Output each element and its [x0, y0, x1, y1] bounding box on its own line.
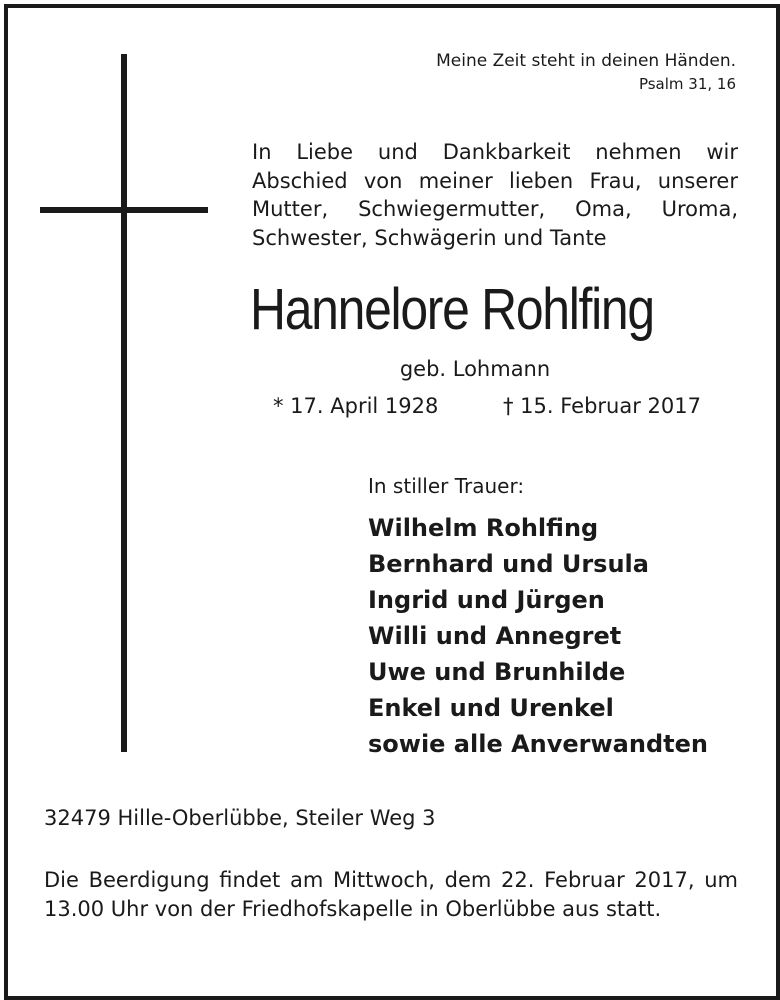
mourners-list [368, 510, 708, 762]
death-date: † 15. Februar 2017 [503, 394, 701, 418]
funeral-notice: Die Beerdigung findet am Mittwoch, dem 22. Februar 2017, um 13.00 Uhr von der Friedhofskapelle in Oberlübbe aus statt. [44, 868, 738, 921]
motto-quote: Meine Zeit steht in deinen Händen. [436, 51, 736, 71]
bible-motto [436, 50, 736, 96]
cross-vertical-beam [121, 54, 127, 752]
mourner-name: sowie alle Anverwandten [368, 730, 708, 758]
life-dates [273, 392, 701, 420]
intro-text: In Liebe und Dankbarkeit nehmen wir Abschied von meiner lieben Frau, unserer Mutter, Schwiegermutter, Oma, Uroma, Schwester, Schwägerin und Tante [252, 140, 738, 250]
mourner-name: Wilhelm Rohlfing [368, 514, 599, 542]
family-address: 32479 Hille-Oberlübbe, Steiler Weg 3 [44, 806, 436, 830]
cross-horizontal-beam [40, 207, 208, 213]
mourner-name: Bernhard und Ursula [368, 550, 649, 578]
birth-name [0, 355, 780, 383]
mourner-name: Enkel und Urenkel [368, 694, 614, 722]
deceased-name: Hannelore Rohlfing [250, 277, 654, 342]
birth-name-text: geb. Lohmann [399, 357, 551, 381]
birth-date: * 17. April 1928 [273, 394, 439, 418]
mourner-name: Ingrid und Jürgen [368, 586, 605, 614]
mourner-name: Willi und Annegret [368, 622, 622, 650]
motto-reference: Psalm 31, 16 [638, 75, 736, 93]
mourning-label: In stiller Trauer: [368, 474, 525, 498]
mourner-name: Uwe und Brunhilde [368, 658, 626, 686]
